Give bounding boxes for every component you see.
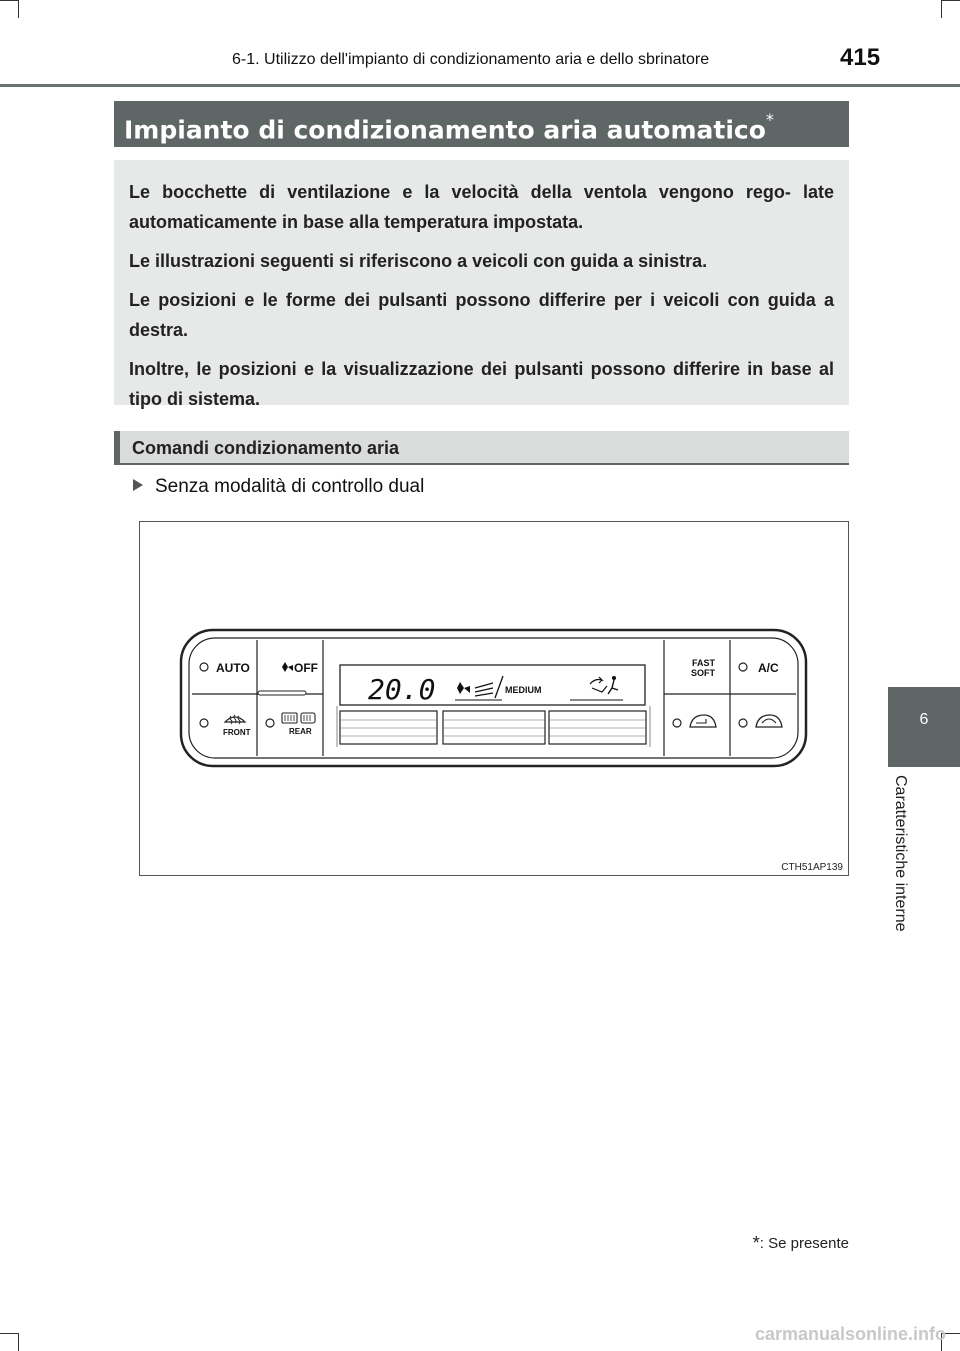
chapter-label: [891, 775, 927, 975]
chapter-label-text: Caratteristiche interne: [892, 775, 909, 932]
footnote-marker: *: [752, 1233, 760, 1253]
ac-label: A/C: [758, 661, 779, 675]
crop-mark: [941, 0, 942, 18]
footnote-text: : Se presente: [759, 1235, 849, 1252]
temperature-readout: 20.0: [368, 673, 436, 706]
optional-marker: *: [765, 110, 774, 129]
intro-paragraph: Le illustrazioni seguenti si riferiscono a veicoli con guida a sinistra.: [129, 251, 708, 271]
rear-label: REAR: [289, 727, 312, 736]
crop-mark: [942, 0, 960, 1]
intro-paragraph: Le bocchette di ventilazione e la velocità della ventola vengono rego- late automaticamente in base alla temperatura impostata.: [129, 182, 834, 232]
chapter-tab: [888, 687, 960, 767]
crop-mark: [18, 1333, 19, 1351]
center-vents: [337, 706, 650, 747]
running-header: 6-1. Utilizzo dell'impianto di condizionamento aria e dello sbrinatore: [232, 51, 710, 68]
control-panel-figure: [139, 521, 849, 876]
crop-mark: [0, 0, 18, 1]
intro-paragraph: Le posizioni e le forme dei pulsanti possono differire per i veicoli con guida a destra.: [129, 290, 834, 340]
bullet-item: [133, 476, 424, 498]
climate-display: [340, 665, 645, 706]
section-title-text: Impianto di condizionamento aria automatico: [124, 115, 766, 145]
section-title: [114, 101, 849, 147]
crop-mark: [0, 1333, 18, 1334]
fast-soft-button[interactable]: [691, 658, 716, 678]
control-panel-illustration: [140, 522, 848, 875]
chapter-number: 6: [919, 711, 929, 728]
page-number: 415: [840, 44, 881, 71]
intro-paragraph: Inoltre, le posizioni e la visualizzazione dei pulsanti possono differire in base al tipo di sistema.: [129, 359, 834, 409]
front-label: FRONT: [223, 728, 251, 737]
fan-off-label: OFF: [294, 661, 318, 675]
fast-label: FAST: [692, 658, 716, 668]
soft-label: SOFT: [691, 668, 715, 678]
footnote: [753, 1232, 849, 1253]
figure-label: CTH51AP139: [781, 862, 843, 873]
watermark: carmanualsonline.info: [755, 1324, 947, 1344]
subsection-title: Comandi condizionamento aria: [114, 431, 849, 465]
intro-box: [114, 160, 849, 409]
auto-button-label: AUTO: [216, 661, 250, 675]
bullet-text: Senza modalità di controllo dual: [155, 476, 425, 497]
triangle-bullet-icon: [133, 479, 143, 491]
crop-mark: [18, 0, 19, 18]
fan-level-readout: MEDIUM: [505, 685, 542, 695]
header-rule: [0, 84, 960, 87]
